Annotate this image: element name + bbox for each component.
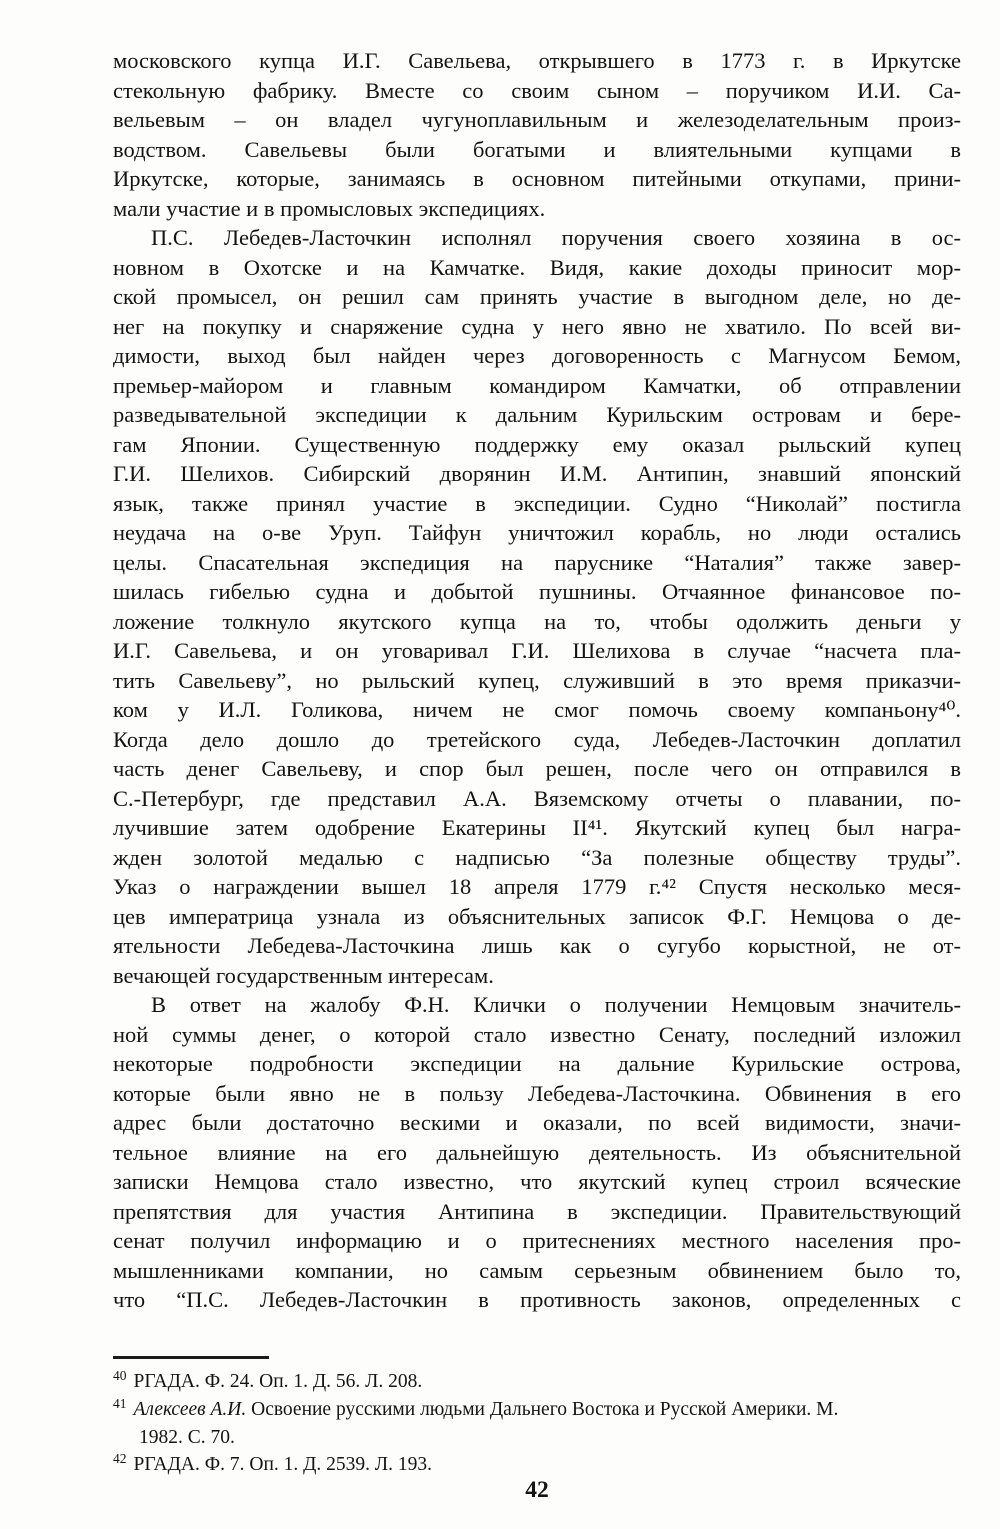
text-line: С.-Петербург, где представил А.А. Вяземскому отчеты о плавании, по- — [113, 785, 961, 811]
text-line: что “П.С. Лебедев-Ласточкин в противность законов, определенных с — [113, 1287, 961, 1312]
text-line: шилась гибелью судна и добытой пушнины. Отчаянное финансовое по- — [113, 579, 961, 604]
text-line: ской промысел, он решил сам принять участие в выгодном деле, но де- — [113, 284, 961, 309]
text-line: московского купца И.Г. Савельева, открывшего в 1773 г. в Иркутске — [113, 48, 961, 73]
text-line: новном в Охотске и на Камчатке. Видя, какие доходы приносит мор- — [113, 254, 961, 280]
text-line: тельное влияние на его дальнейшую деятельность. Из объяснительной — [113, 1139, 961, 1165]
footnote-text: Освоение русскими людьми Дальнего Востока и Русской Америки. М. — [251, 1399, 839, 1420]
footnote-text-continued: 1982. С. 70. — [139, 1427, 235, 1448]
text-line: адрес были достаточно вескими и оказали, по всей видимости, значи- — [113, 1110, 961, 1135]
footnote-marker: 40 — [113, 1368, 127, 1383]
text-line: ной суммы денег, о которой стало известно Сенату, последний изложил — [113, 1021, 961, 1047]
text-line: мали участие и в промысловых экспедициях. — [113, 195, 546, 221]
text-line: водством. Савельевы были богатыми и влиятельными купцами в — [113, 136, 961, 162]
paragraph — [113, 223, 961, 990]
footnote-text: РГАДА. Ф. 24. Оп. 1. Д. 56. Л. 208. — [133, 1371, 423, 1392]
text-line: неудача на о-ве Уруп. Тайфун уничтожил корабль, но люди остались — [113, 520, 961, 545]
page-body — [113, 46, 961, 1315]
text-line: мышленниками компании, но самым серьезным обвинением было то, — [113, 1257, 961, 1283]
footnote-separator — [113, 1356, 269, 1359]
footnote — [113, 1396, 961, 1451]
text-line: ложение толкнуло якутского купца на то, чтобы одолжить деньги у — [113, 608, 961, 634]
text-line: стекольную фабрику. Вместе со своим сыном – поручиком И.И. Са- — [113, 77, 961, 103]
footnotes — [113, 1368, 961, 1479]
footnote-author: Алексеев А.И. — [133, 1399, 247, 1420]
paragraph — [113, 46, 961, 223]
text-line: сенат получил информацию и о притеснениях местного населения про- — [113, 1228, 961, 1253]
text-line: П.С. Лебедев-Ласточкин исполнял поручения своего хозяина в ос- — [151, 225, 961, 250]
text-line: часть денег Савельеву, и спор был решен, после чего он отправился в — [113, 756, 961, 781]
footnote — [113, 1368, 961, 1396]
text-line: лучившие затем одобрение Екатерины II⁴¹. Якутский купец был награ- — [113, 815, 961, 840]
page-number: 42 — [525, 1477, 549, 1503]
text-line: Указ о награждении вышел 18 апреля 1779 г.⁴² Спустя несколько меся- — [113, 874, 961, 899]
footnote — [113, 1451, 961, 1479]
text-line: гам Японии. Существенную поддержку ему оказал рыльский купец — [113, 431, 961, 457]
text-line: препятствия для участия Антипина в экспедиции. Правительствующий — [113, 1198, 961, 1224]
text-line: Когда дело дошло до третейского суда, Лебедев-Ласточкин доплатил — [113, 726, 961, 752]
footnote-line — [113, 1451, 961, 1479]
text-line: ком у И.Л. Голикова, ничем не смог помочь своему компаньону⁴⁰. — [113, 697, 961, 722]
footnote-marker: 42 — [113, 1451, 127, 1466]
text-line: премьер-майором и главным командиром Камчатки, об отправлении — [113, 372, 961, 398]
footnote-marker: 41 — [113, 1396, 127, 1411]
text-line: разведывательной экспедиции к дальним Курильским островам и бере- — [113, 402, 961, 427]
text-line: целы. Спасательная экспедиция на паруснике “Наталия” также завер- — [113, 549, 961, 575]
text-line: которые были явно не в пользу Лебедева-Ласточкина. Обвинения в его — [113, 1080, 961, 1106]
text-line: ятельности Лебедева-Ласточкина лишь как о сугубо корыстной, не от- — [113, 933, 961, 958]
footnote-line — [113, 1368, 961, 1396]
text-line: Иркутске, которые, занимаясь в основном питейными откупами, прини- — [113, 166, 961, 191]
footnote-line — [113, 1396, 961, 1424]
text-line: димости, выход был найден через договоренность с Магнусом Бемом, — [113, 343, 961, 368]
text-line: язык, также принял участие в экспедиции. Судно “Николай” постигла — [113, 490, 961, 516]
footnote-text: РГАДА. Ф. 7. Оп. 1. Д. 2539. Л. 193. — [133, 1454, 433, 1475]
text-line: тить Савельеву”, но рыльский купец, служивший в это время приказчи- — [113, 667, 961, 693]
paragraph — [113, 990, 961, 1315]
text-line: жден золотой медалью с надписью “За полезные обществу труды”. — [113, 844, 961, 870]
text-line: вечающей государственным интересам. — [113, 962, 494, 988]
text-line: В ответ на жалобу Ф.Н. Клички о получении Немцовым значитель- — [151, 992, 961, 1017]
text-line: вельевым – он владел чугуноплавильным и железоделательным произ- — [113, 107, 961, 132]
text-line: Г.И. Шелихов. Сибирский дворянин И.М. Антипин, знавший японский — [113, 461, 961, 486]
text-line: цев императрица узнала из объяснительных записок Ф.Г. Немцова о де- — [113, 903, 961, 929]
text-line: И.Г. Савельева, и он уговаривал Г.И. Шелихова в случае “насчета пла- — [113, 638, 961, 663]
text-line: нег на покупку и снаряжение судна у него явно не хватило. По всей ви- — [113, 313, 961, 339]
text-line: записки Немцова стало известно, что якутский купец строил всяческие — [113, 1169, 961, 1194]
text-line: некоторые подробности экспедиции на дальние Курильские острова, — [113, 1051, 961, 1076]
